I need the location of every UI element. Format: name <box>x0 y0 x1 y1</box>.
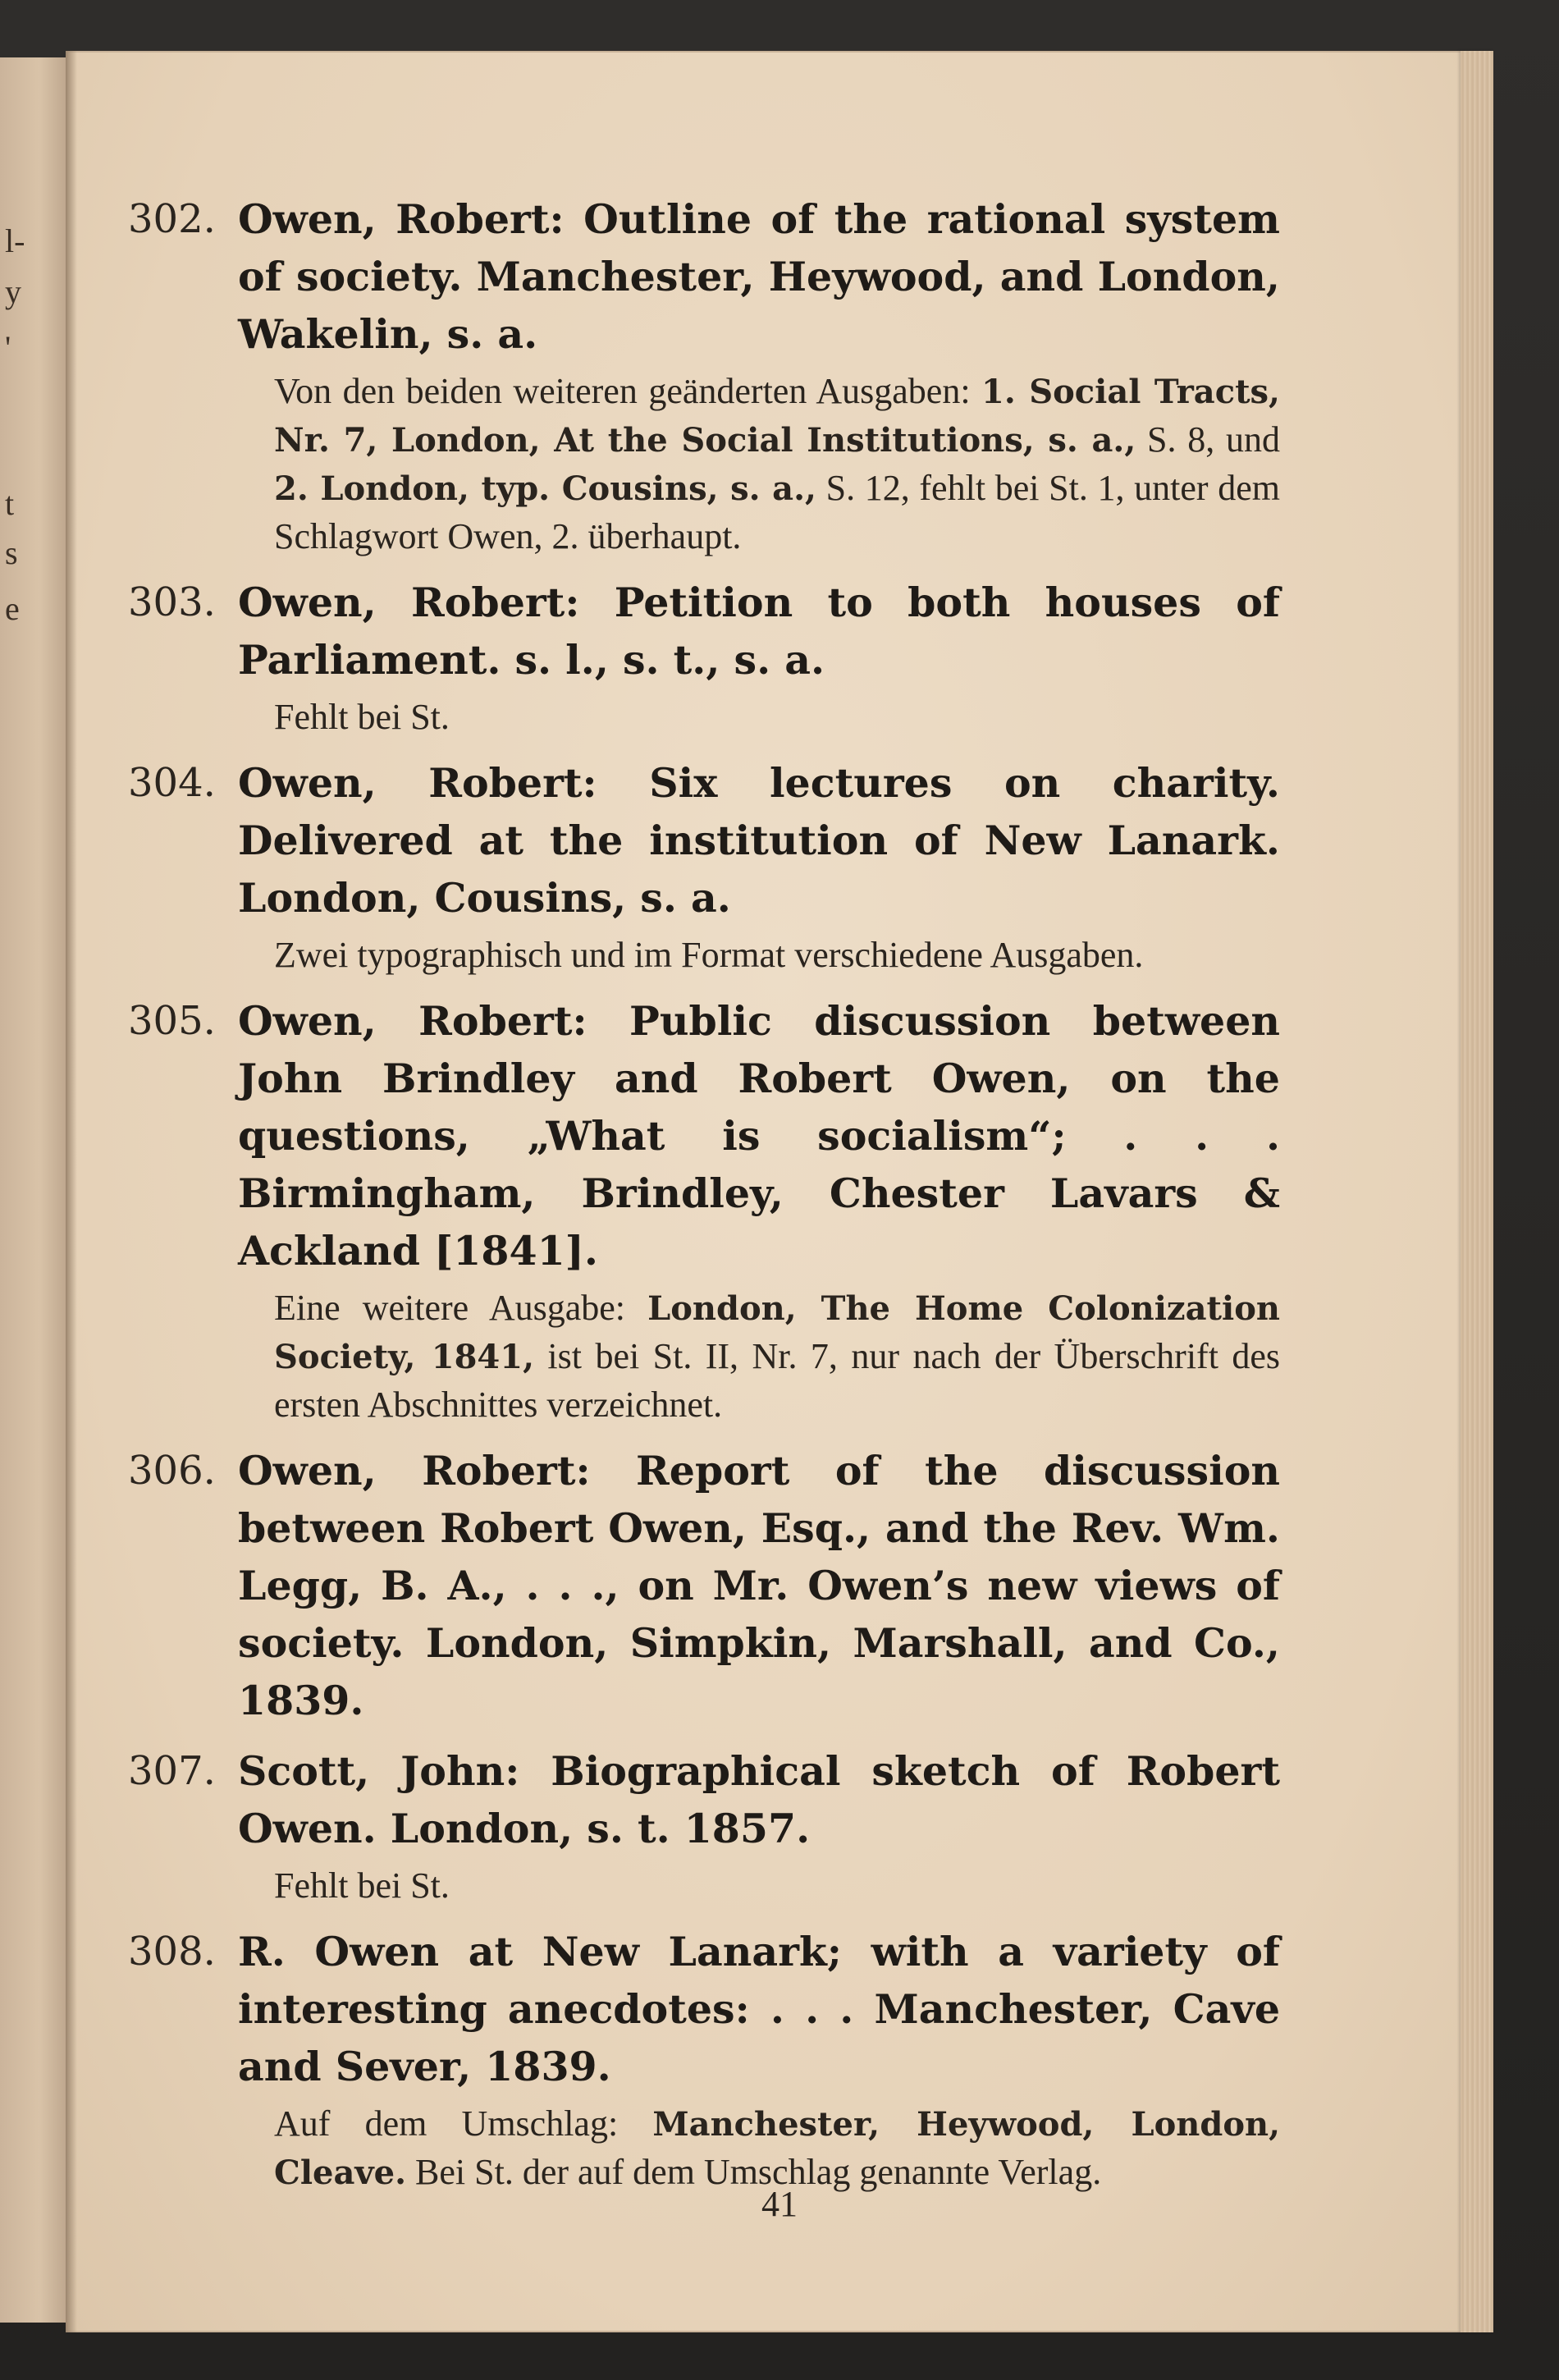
left-margin-glyph: t <box>5 485 15 522</box>
page-edge <box>1461 51 1493 2332</box>
entry-number: 306. <box>128 1448 216 1494</box>
entry-note <box>238 368 1280 561</box>
note-bold-text: 2. London, typ. Cousins, s. a., <box>274 469 816 508</box>
bibliography-entry <box>128 1442 1280 1729</box>
left-page-edge <box>0 57 66 2323</box>
note-text: Bei St. der auf dem Umschlag genannte Verlag. <box>406 2152 1102 2192</box>
bibliography-entry <box>128 1742 1280 1910</box>
note-text: Zwei typographisch und im Format verschiedene Ausgaben. <box>274 935 1144 975</box>
page-number: 41 <box>761 2184 798 2224</box>
entry-title: Owen, Robert: Six lectures on charity. Delivered at the institution of New Lanark. London, Cousins, s. a. <box>238 759 1280 922</box>
entry-title: Owen, Robert: Report of the discussion between Robert Owen, Esq., and the Rev. Wm. Legg, B. A., . . ., on Mr. Owen’s new views of society. London, Simpkin, Marshall, and Co., 1839. <box>238 1447 1280 1724</box>
entry-title: Owen, Robert: Petition to both houses of Parliament. s. l., s. t., s. a. <box>238 579 1280 684</box>
note-text: Fehlt bei St. <box>274 697 450 737</box>
left-margin-glyph: e <box>5 590 20 627</box>
bibliography-list <box>128 190 1281 2210</box>
left-margin-glyph: y <box>5 273 21 310</box>
entry-number: 304. <box>128 760 216 806</box>
bibliography-entry <box>128 754 1280 979</box>
note-text: S. 12, fehlt bei St. 1, unter dem Schlagwort Owen, 2. überhaupt. <box>274 468 1280 556</box>
entry-title: Owen, Robert: Public discussion between John Brindley and Robert Owen, on the questions, „What is socialism“; . . . Birmingham, Brindley, Chester Lavars & Ackland [1841]. <box>238 997 1280 1275</box>
entry-title: Scott, John: Biographical sketch of Robert Owen. London, s. t. 1857. <box>238 1747 1280 1852</box>
left-margin-glyph: ' <box>5 329 11 366</box>
entry-number: 302. <box>128 196 216 242</box>
bibliography-entry <box>128 574 1280 741</box>
entry-number: 305. <box>128 998 216 1044</box>
note-text: Auf dem Umschlag: <box>274 2103 653 2144</box>
entry-number: 303. <box>128 579 216 625</box>
note-bold-text: 1. Social Tracts, Nr. 7, London, At the Social Institutions, s. a., <box>274 373 1280 460</box>
entry-note <box>238 931 1280 979</box>
bibliography-entry <box>128 1923 1281 2197</box>
entry-note <box>238 1862 1280 1910</box>
note-text: Eine weitere Ausgabe: <box>274 1288 648 1328</box>
note-bold-text: Manchester, Heywood, London, Cleave. <box>274 2105 1281 2192</box>
entry-number: 307. <box>128 1748 216 1794</box>
note-bold-text: London, The Home Colonization Society, 1841, <box>274 1289 1280 1376</box>
page-gutter <box>66 51 77 2332</box>
left-margin-glyph: l- <box>5 222 25 259</box>
entry-title: Owen, Robert: Outline of the rational system of society. Manchester, Heywood, and London, Wakelin, s. a. <box>238 195 1280 358</box>
bibliography-entry <box>128 992 1281 1429</box>
note-text: ist bei St. II, Nr. 7, nur nach der Überschrift des ersten Abschnittes verzeichnet. <box>274 1336 1281 1425</box>
note-text: Fehlt bei St. <box>274 1865 450 1906</box>
entry-title: R. Owen at New Lanark; with a variety of interesting anecdotes: . . . Manchester, Cave and Sever, 1839. <box>238 1928 1280 2090</box>
note-text: Von den beiden weiteren geänderten Ausgaben: <box>274 371 982 411</box>
bibliography-entry <box>128 190 1280 561</box>
entry-number: 308. <box>128 1929 216 1975</box>
entry-note <box>238 1284 1280 1429</box>
note-text: S. 8, und <box>1136 419 1280 460</box>
entry-note <box>238 693 1280 741</box>
left-margin-glyph: s <box>5 534 18 571</box>
